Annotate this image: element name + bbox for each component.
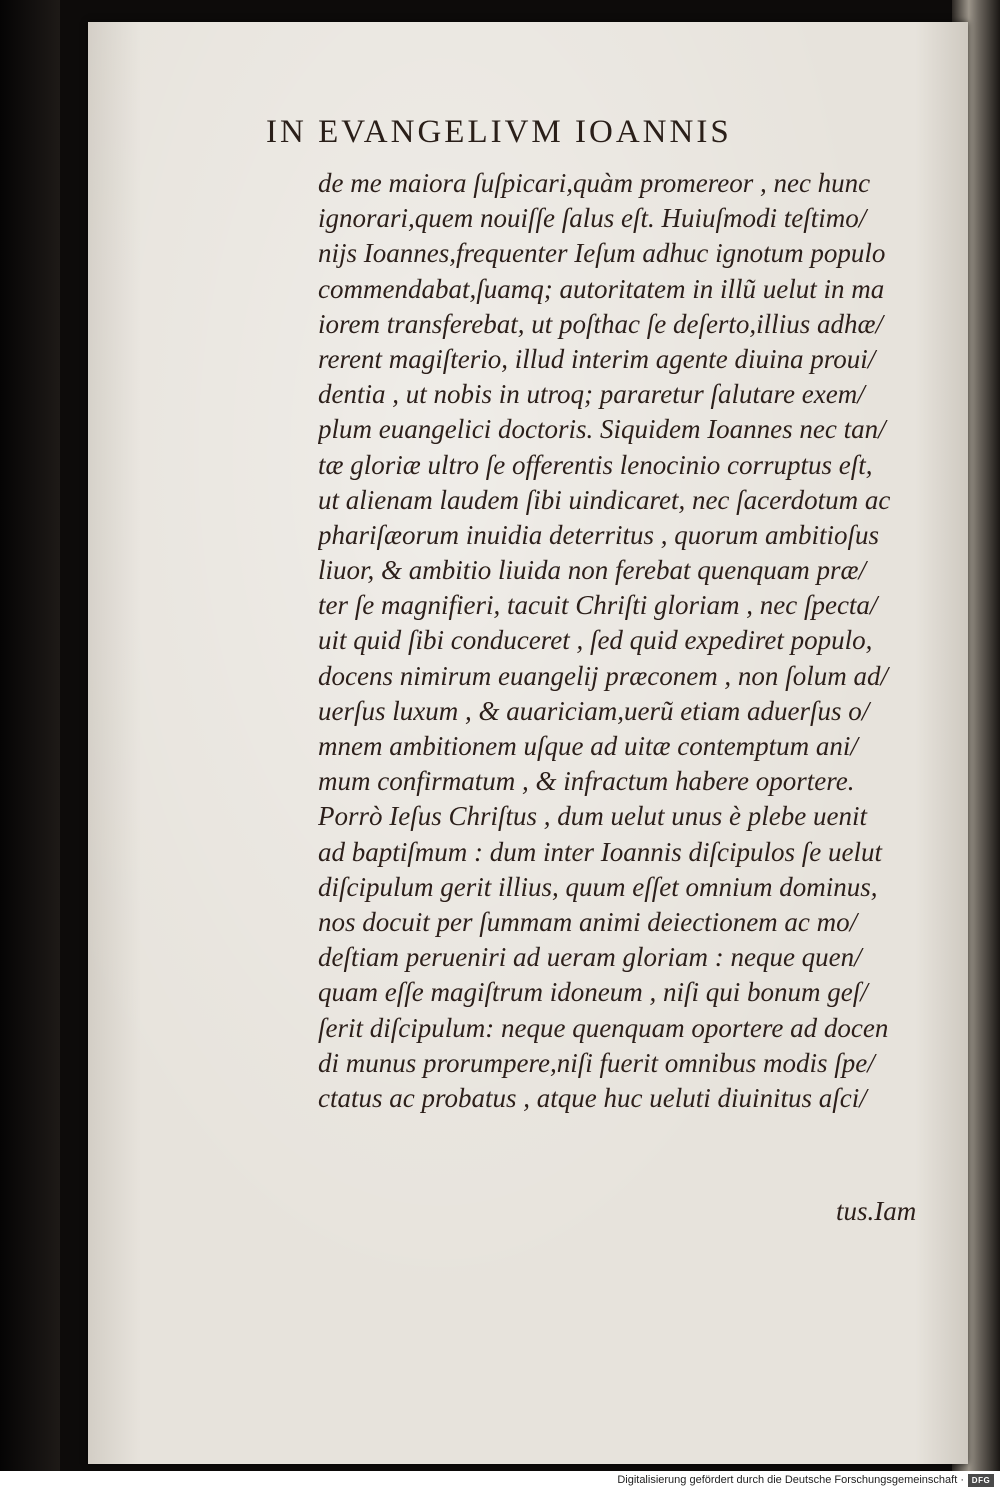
text-line: rerent magiſterio, illud interim agente diuina proui/ xyxy=(318,343,876,374)
text-line: dentia , ut nobis in utroq; pararetur ſalutare exem/ xyxy=(318,379,865,410)
running-head: IN EVANGELIVM IOANNIS xyxy=(266,114,732,150)
text-line: tæ gloriæ ultro ſe offerentis lenocinio corruptus eſt, xyxy=(318,449,873,480)
text-line: ter ſe magnifieri, tacuit Chriſti gloriam , nec ſpecta/ xyxy=(318,590,878,621)
text-line: liuor, & ambitio liuida non ferebat quenquam præ/ xyxy=(318,555,867,586)
text-line: deſtiam perueniri ad ueram gloriam : neque quen/ xyxy=(318,942,862,973)
body-text xyxy=(318,166,958,1116)
text-line: commendabat,ſuamq; autoritatem in illũ uelut in ma xyxy=(318,273,885,304)
text-line: ad baptiſmum : dum inter Ioannis diſcipulos ſe uelut xyxy=(318,836,882,867)
text-line: di munus prorumpere,niſi fuerit omnibus modis ſpe/ xyxy=(318,1047,875,1078)
text-line: quam eſſe magiſtrum idoneum , niſi qui bonum geſ/ xyxy=(318,977,868,1008)
text-line: phariſæorum inuidia deterritus , quorum ambitioſus xyxy=(318,519,880,550)
text-line: uit quid ſibi conduceret , ſed quid expediret populo, xyxy=(318,625,873,656)
text-line: ſerit diſcipulum: neque quenquam oportere ad docen xyxy=(318,1012,889,1043)
text-line: mum confirmatum , & infractum habere oportere. xyxy=(318,766,855,797)
text-line: docens nimirum euangelij præconem , non ſolum ad/ xyxy=(318,660,888,691)
funding-credit: Digitalisierung gefördert durch die Deutsche Forschungsgemeinschaft · xyxy=(617,1474,964,1486)
text-line: ut alienam laudem ſibi uindicaret, nec ſacerdotum ac xyxy=(318,484,891,515)
footer-bar xyxy=(0,1471,1000,1491)
text-line: plum euangelici doctoris. Siquidem Ioannes nec tan/ xyxy=(318,414,886,445)
text-line: ignorari,quem nouiſſe ſalus eſt. Huiuſmodi teſtimo/ xyxy=(318,203,867,234)
catchword: tus.Iam xyxy=(836,1196,917,1226)
text-line: mnem ambitionem uſque ad uitæ contemptum ani/ xyxy=(318,731,858,761)
text-line: Porrò Ieſus Chriſtus , dum uelut unus è plebe uenit xyxy=(318,801,867,832)
text-line: uerſus luxum , & auariciam,uerũ etiam aduerſus o/ xyxy=(318,695,870,726)
book-spine-shadow xyxy=(0,0,60,1471)
text-line: nos docuit per ſummam animi deiectionem ac mo/ xyxy=(318,906,858,937)
text-line: diſcipulum gerit illius, quum eſſet omnium dominus, xyxy=(318,871,878,902)
dfg-logo-icon: DFG xyxy=(968,1474,994,1487)
text-line: iorem transferebat, ut poſthac ſe deſerto,illius adhæ/ xyxy=(318,308,883,339)
text-line: de me maiora ſuſpicari,quàm promereor , nec hunc xyxy=(318,168,871,198)
text-line: ctatus ac probatus , atque huc ueluti diuinitus aſci/ xyxy=(318,1082,867,1113)
text-line: nijs Ioannes,frequenter Ieſum adhuc ignotum populo xyxy=(318,238,886,269)
